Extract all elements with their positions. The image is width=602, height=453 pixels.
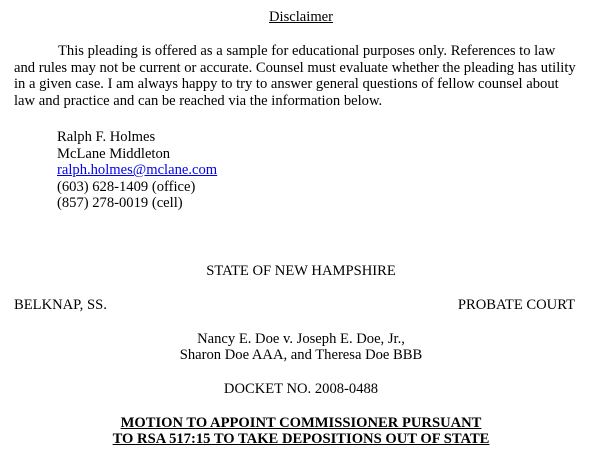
state-heading: STATE OF NEW HAMPSHIRE	[206, 263, 396, 279]
disclaimer-line: in a given case. I am always happy to try to answer general questions of fellow counsel about	[14, 76, 559, 92]
county-label: BELKNAP, SS.	[14, 297, 107, 313]
court-label: PROBATE COURT	[457, 297, 575, 313]
contact-office-phone: (603) 628-1409 (office)	[57, 178, 196, 195]
contact-block	[57, 129, 217, 212]
contact-cell-phone: (857) 278-0019 (cell)	[57, 195, 183, 211]
disclaimer-line: and rules may not be current or accurate. Counsel must evaluate whether the pleading has utility	[14, 59, 576, 76]
disclaimer-paragraph	[14, 43, 594, 109]
motion-title-line-2: TO RSA 517:15 TO TAKE DEPOSITIONS OUT OF STATE	[112, 431, 490, 447]
disclaimer-line: law and practice and can be reached via the information below.	[14, 92, 383, 109]
parties-line-2: Sharon Doe AAA, and Theresa Doe BBB	[179, 347, 423, 363]
docket-number: DOCKET NO. 2008-0488	[223, 381, 379, 397]
disclaimer-heading: Disclaimer	[268, 9, 334, 25]
contact-name: Ralph F. Holmes	[57, 129, 156, 145]
disclaimer-line: This pleading is offered as a sample for educational purposes only. References to law	[58, 43, 556, 59]
motion-title-line-1: MOTION TO APPOINT COMMISSIONER PURSUANT	[120, 415, 482, 431]
parties-line-1: Nancy E. Doe v. Joseph E. Doe, Jr.,	[197, 331, 405, 347]
contact-firm: McLane Middleton	[57, 145, 171, 162]
contact-email-link[interactable]: ralph.holmes@mclane.com	[57, 162, 218, 178]
